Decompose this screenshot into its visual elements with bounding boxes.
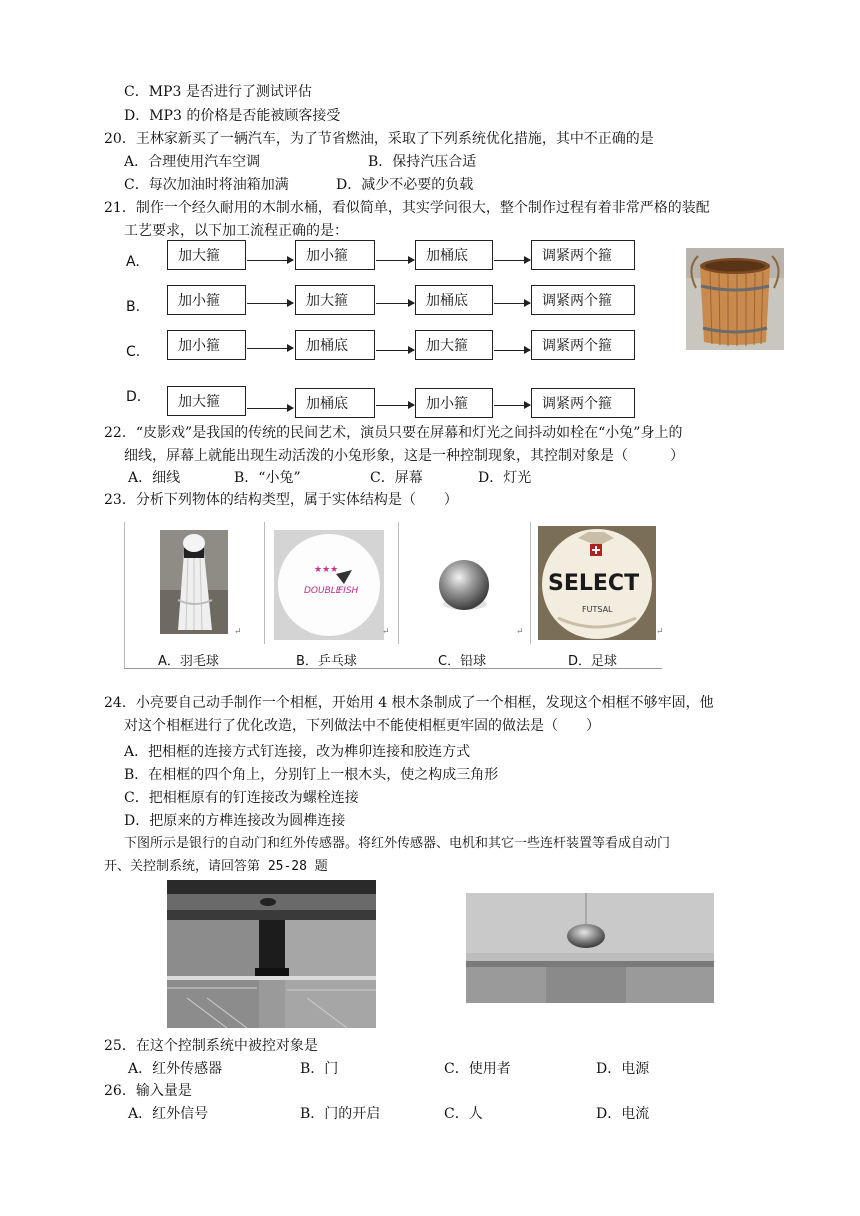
q26-option-d: D．电流	[596, 1106, 650, 1122]
wooden-bucket-image	[686, 248, 784, 350]
q20-option-d: D．减少不必要的负载	[336, 177, 474, 193]
q22-stem-line2: 细线，屏幕上就能出现生动活泼的小兔形象，这是一种控制现象，其控制对象是（ ）	[124, 448, 684, 464]
q26-stem: 26．输入量是	[104, 1083, 192, 1099]
arrow-icon	[376, 303, 414, 304]
q26-option-c: C．人	[444, 1106, 483, 1122]
q22-stem-line1: 22．“皮影戏”是我国的传统的民间艺术，演员只要在屏幕和灯光之间抖动如栓在“小兔”身上的	[104, 425, 683, 441]
shot-put-image	[408, 530, 518, 640]
q21-stem-line2: 工艺要求，以下加工流程正确的是：	[124, 223, 348, 239]
soccer-sub-text: FUTSAL	[582, 605, 613, 614]
q25-option-b: B．门	[300, 1061, 339, 1077]
pingpong-logo-bottom: FISH	[338, 586, 359, 596]
q21-option-d-letter: D.	[126, 389, 142, 405]
q21-d-step-1: 加大箍	[167, 386, 246, 416]
q19-option-d: D．MP3 的价格是否能被顾客接受	[124, 108, 341, 124]
q21-c-step-2: 加桶底	[295, 330, 375, 360]
return-mark-icon: ↵	[234, 627, 242, 637]
automatic-door-image	[167, 880, 376, 1028]
q24-option-b: B．在相框的四个角上，分别钉上一根木头，使之构成三角形	[124, 767, 499, 783]
arrow-icon	[494, 260, 530, 261]
q24-stem-line2: 对这个相框进行了优化改造，下列做法中不能使相框更牢固的做法是（ ）	[124, 718, 600, 734]
shuttlecock-image	[160, 530, 228, 634]
q21-d-step-3: 加小箍	[415, 388, 493, 418]
q25-option-d: D．电源	[596, 1061, 650, 1077]
arrow-icon	[494, 303, 530, 304]
q21-option-b-letter: B.	[126, 299, 141, 315]
q22-option-a: A．细线	[128, 470, 181, 486]
q21-a-step-1: 加大箍	[167, 240, 246, 270]
q23-caption-b: B．乒乓球	[296, 654, 357, 669]
arrow-icon	[494, 405, 530, 406]
arrow-icon	[247, 260, 293, 261]
q20-option-a: A．合理使用汽车空调	[124, 154, 261, 170]
arrow-icon	[247, 348, 293, 349]
return-mark-icon: ↵	[382, 627, 390, 637]
soccer-ball-image	[538, 526, 656, 640]
arrow-icon	[376, 405, 414, 406]
infrared-sensor-image	[466, 893, 714, 1003]
return-mark-icon: ↵	[516, 627, 524, 637]
pingpong-logo-top: DOUBLE	[304, 586, 342, 596]
q21-d-step-2: 加桶底	[295, 388, 375, 418]
pingpong-stars: ★★★	[314, 565, 339, 575]
q20-stem: 20．王林家新买了一辆汽车，为了节省燃油，采取了下列系统优化措施，其中不正确的是	[104, 131, 654, 147]
q22-option-c: C．屏幕	[370, 470, 423, 486]
pingpong-ball-image	[274, 530, 384, 640]
q23-stem: 23．分析下列物体的结构类型，属于实体结构是（ ）	[104, 492, 458, 508]
q25-option-c: C．使用者	[444, 1061, 511, 1077]
q21-a-step-4: 调紧两个箍	[531, 240, 635, 270]
arrow-icon	[247, 408, 293, 409]
q21-c-step-3: 加大箍	[415, 330, 493, 360]
q25-option-a: A．红外传感器	[128, 1061, 223, 1077]
q24-option-c: C．把相框原有的钉连接改为螺栓连接	[124, 790, 359, 806]
q21-option-c-letter: C.	[126, 344, 141, 360]
q21-c-step-4: 调紧两个箍	[531, 330, 635, 360]
q21-b-step-2: 加大箍	[295, 285, 375, 315]
arrow-icon	[247, 303, 293, 304]
q21-b-step-1: 加小箍	[167, 285, 246, 315]
arrow-icon	[376, 260, 414, 261]
q24-option-a: A．把相框的连接方式钉连接，改为榫卯连接和胶连方式	[124, 744, 471, 760]
q21-b-step-3: 加桶底	[415, 285, 493, 315]
q26-option-b: B．门的开启	[300, 1106, 381, 1122]
q26-option-a: A．红外信号	[128, 1106, 209, 1122]
q21-stem-line1: 21．制作一个经久耐用的木制水桶，看似简单，其实学问很大，整个制作过程有着非常严格的装配	[104, 200, 710, 216]
q21-a-step-3: 加桶底	[415, 240, 493, 270]
q23-caption-c: C．铅球	[438, 654, 487, 669]
q25-stem: 25．在这个控制系统中被控对象是	[104, 1038, 318, 1054]
q21-c-step-1: 加小箍	[167, 330, 246, 360]
q21-a-step-2: 加小箍	[295, 240, 375, 270]
return-mark-icon: ↵	[656, 627, 664, 637]
q20-option-c: C．每次加油时将油箱加满	[124, 177, 289, 193]
arrow-icon	[376, 350, 414, 351]
q22-option-b: B．“小兔”	[234, 470, 301, 486]
q21-b-step-4: 调紧两个箍	[531, 285, 635, 315]
q24-stem-line1: 24．小亮要自己动手制作一个相框，开始用 4 根木条制成了一个相框，发现这个相框不够牢固，他	[104, 695, 714, 711]
soccer-brand-text: SELECT	[548, 571, 640, 596]
arrow-icon	[494, 350, 530, 351]
q19-option-c: C．MP3 是否进行了测试评估	[124, 84, 312, 100]
intro-line2: 开、关控制系统，请回答第 25-28 题	[104, 859, 328, 874]
q21-d-step-4: 调紧两个箍	[531, 388, 635, 418]
q20-option-b: B．保持汽压合适	[368, 154, 477, 170]
q21-option-a-letter: A.	[126, 254, 140, 270]
q23-caption-d: D．足球	[568, 654, 618, 669]
q24-option-d: D．把原来的方榫连接改为圆榫连接	[124, 813, 346, 829]
q23-caption-a: A．羽毛球	[158, 654, 219, 669]
intro-line1: 下图所示是银行的自动门和红外传感器。将红外传感器、电机和其它一些连杆装置等看成自动门	[124, 836, 671, 851]
q22-option-d: D．灯光	[478, 470, 532, 486]
